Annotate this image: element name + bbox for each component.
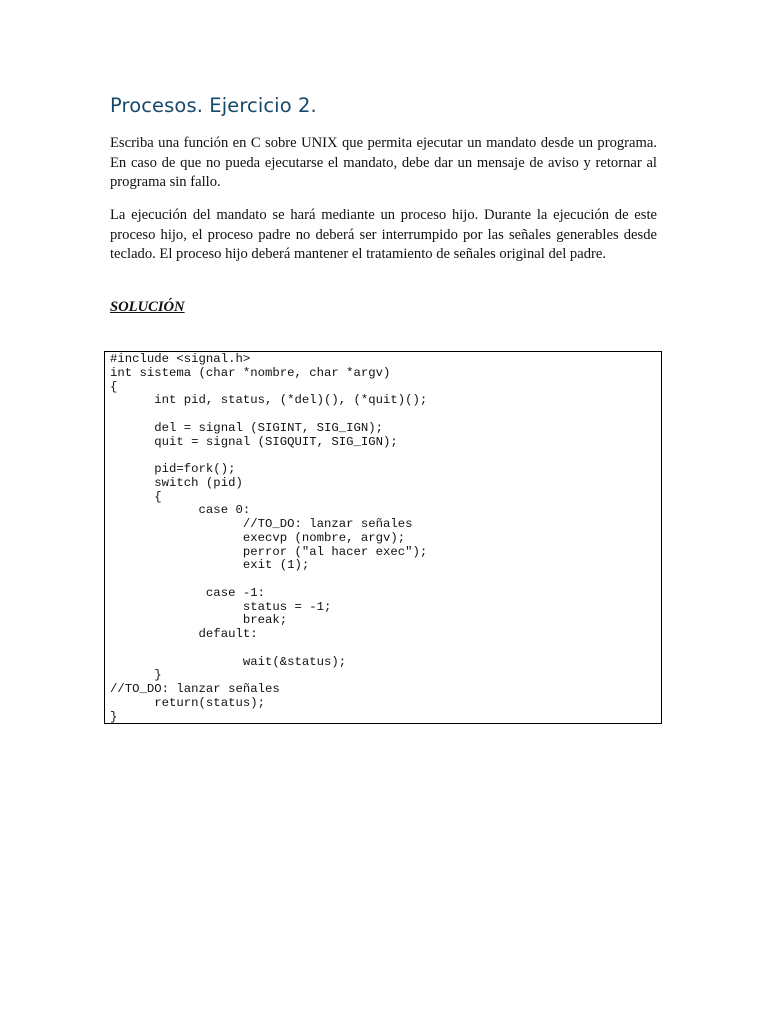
exercise-paragraph-2: La ejecución del mandato se hará mediante un proceso hijo. Durante la ejecución de este proceso hijo, el proceso padre no deberá ser interrumpido por las señales generables desde teclado. El proceso hijo deberá mantener el tratamiento de señales original del padre.: [110, 207, 657, 263]
code-listing-box: [104, 351, 662, 724]
solution-heading: SOLUCIÓN: [110, 299, 185, 315]
code-listing: #include <signal.h> int sistema (char *nombre, char *argv) { int pid, status, (*del)(), (*quit)(); del = signal (SIGINT, SIG_IGN); quit = signal (SIGQUIT, SIG_IGN); pid=fork(); switch (pid) { case 0: //TO_DO: lanzar señales execvp (nombre, argv); perror ("al hacer exec"); exit (1); case -1: status = -1; break; default: wait(&status); } //TO_DO: lanzar señales return(status); }: [110, 352, 428, 724]
exercise-paragraph-1: Escriba una función en C sobre UNIX que permita ejecutar un mandato desde un programa. En caso de que no pueda ejecutarse el mandato, debe dar un mensaje de aviso y retornar al programa sin fallo.: [110, 135, 657, 191]
page-title: Procesos. Ejercicio 2.: [110, 94, 317, 117]
